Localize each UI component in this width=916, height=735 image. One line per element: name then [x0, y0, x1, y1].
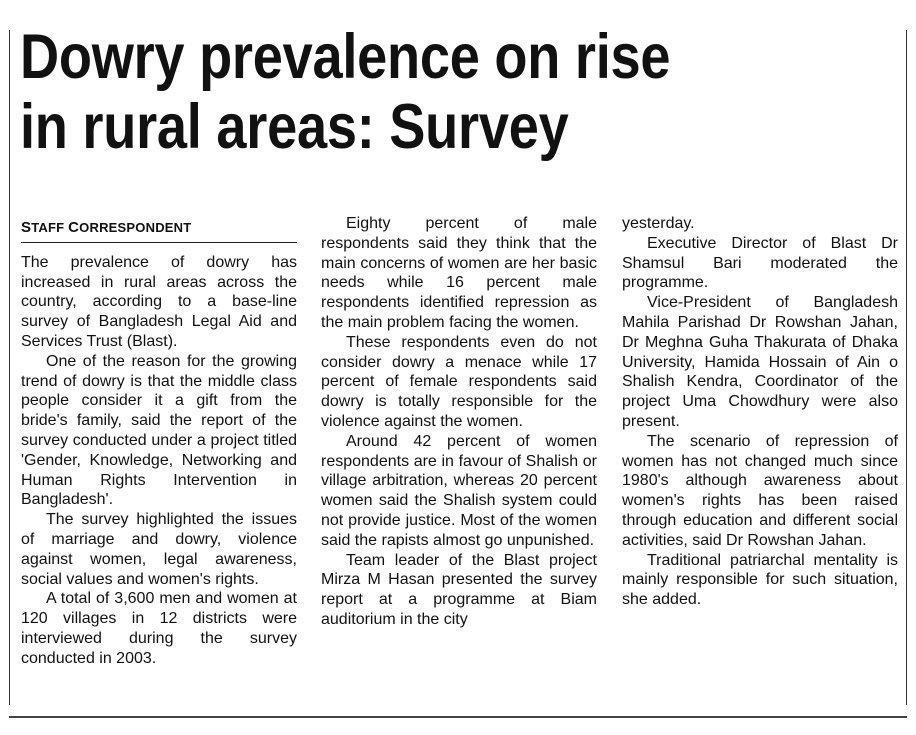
- byline: [21, 214, 297, 243]
- paragraph: Executive Director of Blast Dr Shamsul Bari moderated the programme.: [622, 234, 898, 292]
- paragraph: Traditional patriarchal mentality is mainly responsible for such situation, she added.: [622, 551, 898, 609]
- bottom-rule: [9, 716, 907, 718]
- paragraph: Team leader of the Blast project Mirza M Hasan presented the survey report at a programme at Biam auditorium in the city: [321, 551, 597, 628]
- column-rule-left: [9, 30, 10, 705]
- paragraph: A total of 3,600 men and women at 120 villages in 12 districts were interviewed during the survey conducted in 2003.: [21, 590, 297, 667]
- column-rule-right: [906, 30, 907, 705]
- paragraph: These respondents even do not consider dowry a menace while 17 percent of female respondents said dowry is totally responsible for the violence against the women.: [321, 333, 597, 430]
- paragraph: The scenario of repression of women has not changed much since 1980's although awareness about women's rights has been raised through education and different social activities, said Dr Rowshan Jahan.: [622, 432, 898, 549]
- paragraph: Around 42 percent of women respondents are in favour of Shalish or village arbitration, whereas 20 percent women said the Shalish system could not provide justice. Most of the women said the rapists almost go unpunished.: [321, 432, 597, 549]
- byline-text: STAFF CORRESPONDENT: [21, 219, 192, 236]
- article-column-1: [21, 214, 297, 669]
- headline-line-2: in rural areas: Survey: [20, 92, 569, 162]
- headline-line-1: Dowry prevalence on rise: [20, 22, 671, 92]
- headline: [20, 22, 777, 162]
- paragraph: Eighty percent of male respondents said they think that the main concerns of women are her basic needs while 16 percent male respondents identified repression as the main problem facing the women.: [321, 215, 597, 331]
- article-column-3: [622, 214, 898, 610]
- paragraph: The prevalence of dowry has increased in rural areas across the country, according to a base-line survey of Bangladesh Legal Aid and Services Trust (Blast).: [21, 253, 297, 350]
- paragraph: Vice-President of Bangladesh Mahila Parishad Dr Rowshan Jahan, Dr Meghna Guha Thakurata of Dhaka University, Hamida Hossain of Ain o Shalish Kendra, Coordinator of the project Uma Chowdhury were also present.: [622, 294, 898, 430]
- paragraph: The survey highlighted the issues of marriage and dowry, violence against women, legal awareness, social values and women's rights.: [21, 511, 297, 588]
- paragraph: yesterday.: [622, 215, 695, 232]
- paragraph: One of the reason for the growing trend of dowry is that the middle class people consider it a gift from the bride's family, said the report of the survey conducted under a project titled 'Gender, Knowledge, Networking and Human Rights Intervention in Bangladesh'.: [21, 352, 297, 509]
- article-column-2: [321, 214, 597, 630]
